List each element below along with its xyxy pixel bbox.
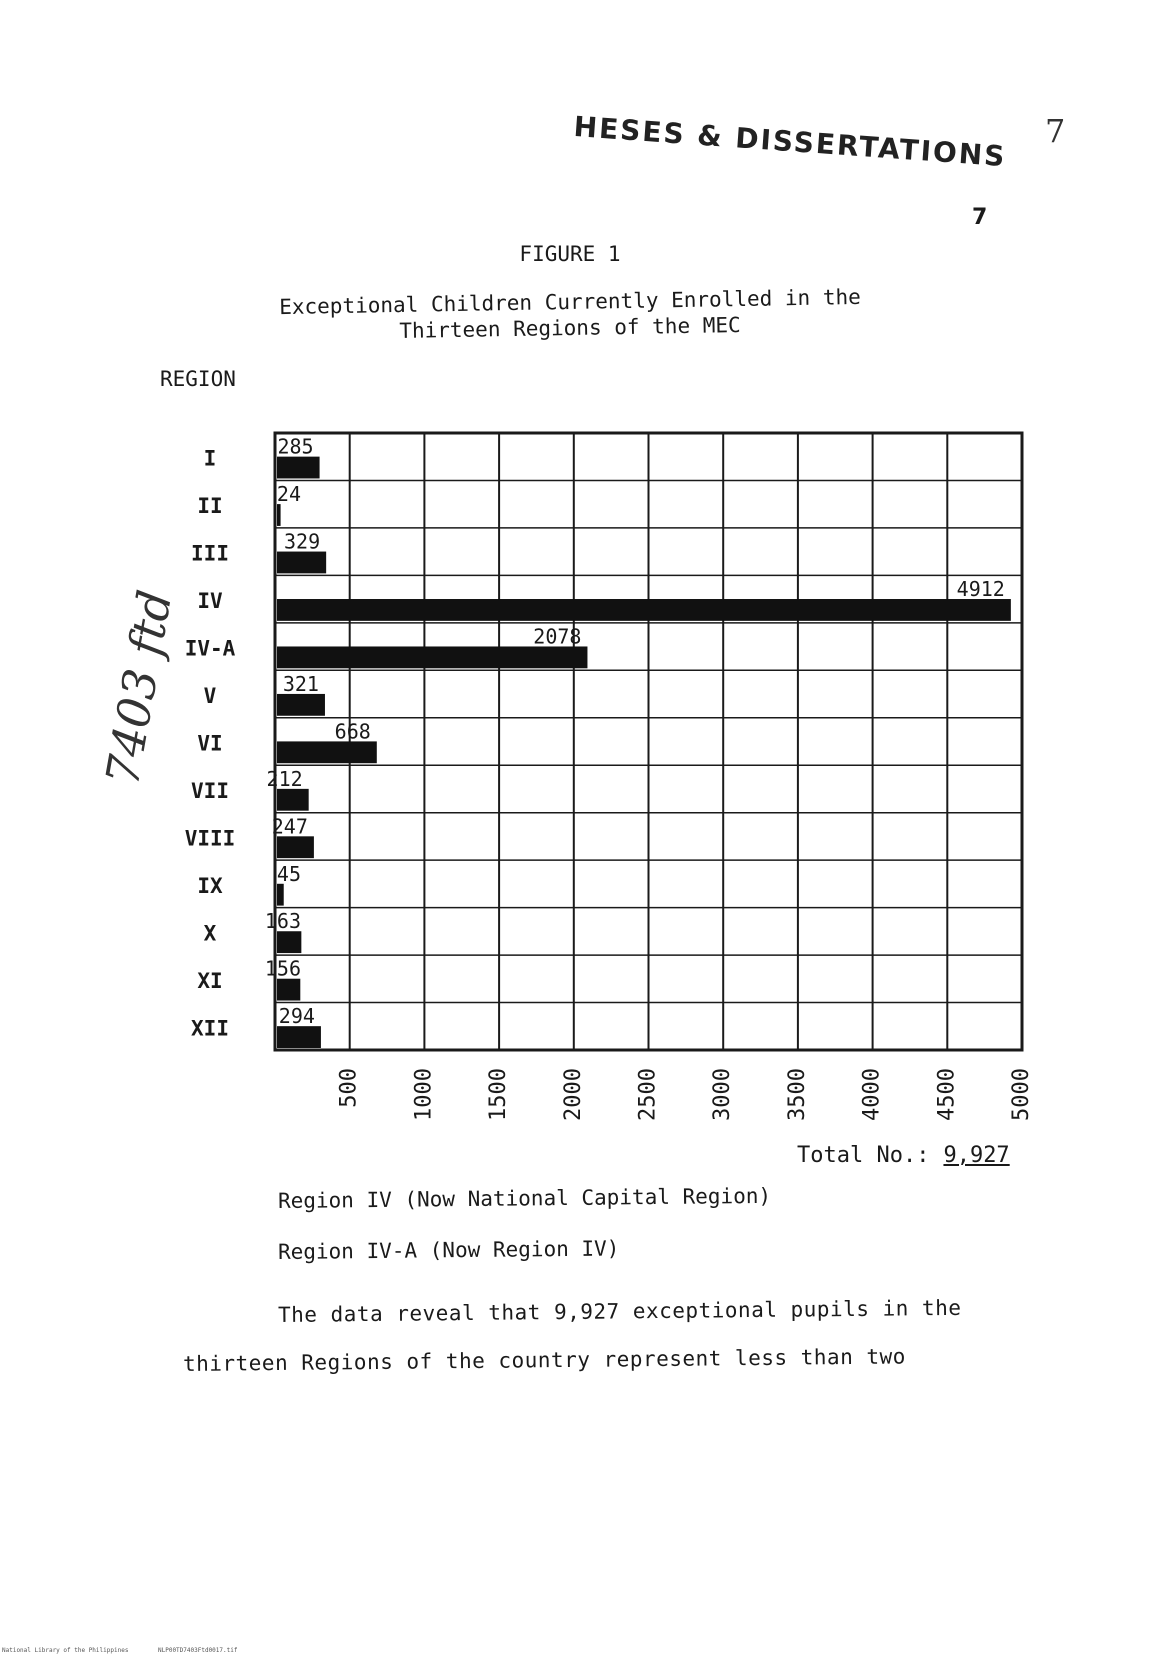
category-label-III: III bbox=[191, 541, 229, 566]
category-label-IX: IX bbox=[197, 873, 223, 898]
bar-X bbox=[277, 931, 301, 953]
bar-II bbox=[277, 504, 281, 526]
x-tick-label-2500: 2500 bbox=[635, 1068, 661, 1121]
data-label-XI: 156 bbox=[264, 956, 301, 981]
bar-IX bbox=[277, 884, 284, 906]
bar-VI bbox=[277, 741, 377, 763]
bar-I bbox=[277, 457, 320, 479]
category-label-VII: VII bbox=[191, 778, 229, 803]
region-note-iva: Region IV-A (Now Region IV) bbox=[277, 1236, 620, 1264]
x-tick-label-3500: 3500 bbox=[784, 1068, 810, 1121]
x-tick-label-500: 500 bbox=[336, 1068, 362, 1108]
typed-page-number: 7 bbox=[972, 205, 988, 230]
data-label-VIII: 247 bbox=[271, 814, 308, 839]
bar-VIII bbox=[277, 836, 314, 858]
data-label-VI: 668 bbox=[334, 719, 371, 744]
category-label-IV-A: IV-A bbox=[184, 636, 236, 661]
bar-XI bbox=[277, 979, 300, 1001]
figure-caption-line1: Exceptional Children Currently Enrolled in the bbox=[279, 284, 861, 320]
body-paragraph-line1: The data reveal that 9,927 exceptional pupils in the bbox=[277, 1295, 962, 1327]
data-label-X: 163 bbox=[264, 909, 301, 934]
handwritten-call-number: 7403 ftd bbox=[95, 586, 183, 790]
x-tick-label-1000: 1000 bbox=[411, 1068, 437, 1121]
x-tick-label-5000: 5000 bbox=[1009, 1068, 1034, 1121]
bar-IV-A bbox=[277, 646, 587, 668]
total-label: Total No.: bbox=[797, 1143, 930, 1168]
y-axis-title: REGION bbox=[160, 367, 236, 391]
category-label-II: II bbox=[197, 494, 223, 519]
x-tick-label-2000: 2000 bbox=[560, 1068, 586, 1121]
figure-label: FIGURE 1 bbox=[519, 242, 621, 266]
data-label-VII: 212 bbox=[266, 766, 303, 791]
footer-library: National Library of the Philippines bbox=[2, 1647, 129, 1654]
data-label-I: 285 bbox=[277, 434, 314, 459]
data-label-IX: 45 bbox=[276, 861, 301, 886]
figure-caption-line2: Thirteen Regions of the MEC bbox=[399, 313, 741, 343]
x-tick-label-3000: 3000 bbox=[710, 1068, 736, 1121]
bar-VII bbox=[277, 789, 309, 811]
x-tick-label-1500: 1500 bbox=[486, 1068, 512, 1121]
data-label-II: 24 bbox=[276, 482, 301, 507]
body-paragraph-line2: thirteen Regions of the country represent less than two bbox=[182, 1344, 906, 1376]
handwritten-page-number: 7 bbox=[1045, 112, 1066, 150]
data-label-IV: 4912 bbox=[956, 577, 1005, 602]
theses-stamp: HESES & DISSERTATIONS bbox=[572, 110, 1008, 174]
data-label-III: 329 bbox=[284, 529, 321, 554]
total-value: 9,927 bbox=[943, 1143, 1010, 1168]
total-count bbox=[797, 1143, 1010, 1168]
data-label-IV-A: 2078 bbox=[533, 624, 582, 649]
category-label-I: I bbox=[203, 446, 217, 471]
category-label-VIII: VIII bbox=[184, 826, 236, 851]
x-tick-label-4500: 4500 bbox=[934, 1068, 960, 1121]
data-label-XII: 294 bbox=[278, 1004, 315, 1029]
x-tick-label-4000: 4000 bbox=[859, 1068, 885, 1121]
bar-V bbox=[277, 694, 325, 716]
data-label-V: 321 bbox=[282, 671, 319, 696]
category-label-V: V bbox=[203, 684, 217, 709]
category-label-XI: XI bbox=[197, 968, 223, 993]
bar-III bbox=[277, 552, 326, 574]
bar-XII bbox=[277, 1026, 321, 1048]
footer-filename: NLP00TD7403Ftd0017.tif bbox=[158, 1647, 238, 1654]
region-note-iv: Region IV (Now National Capital Region) bbox=[277, 1183, 772, 1213]
category-label-IV: IV bbox=[197, 589, 223, 614]
category-label-XII: XII bbox=[191, 1016, 229, 1041]
category-label-X: X bbox=[203, 921, 217, 946]
bar-IV bbox=[277, 599, 1011, 621]
category-label-VI: VI bbox=[197, 731, 223, 756]
